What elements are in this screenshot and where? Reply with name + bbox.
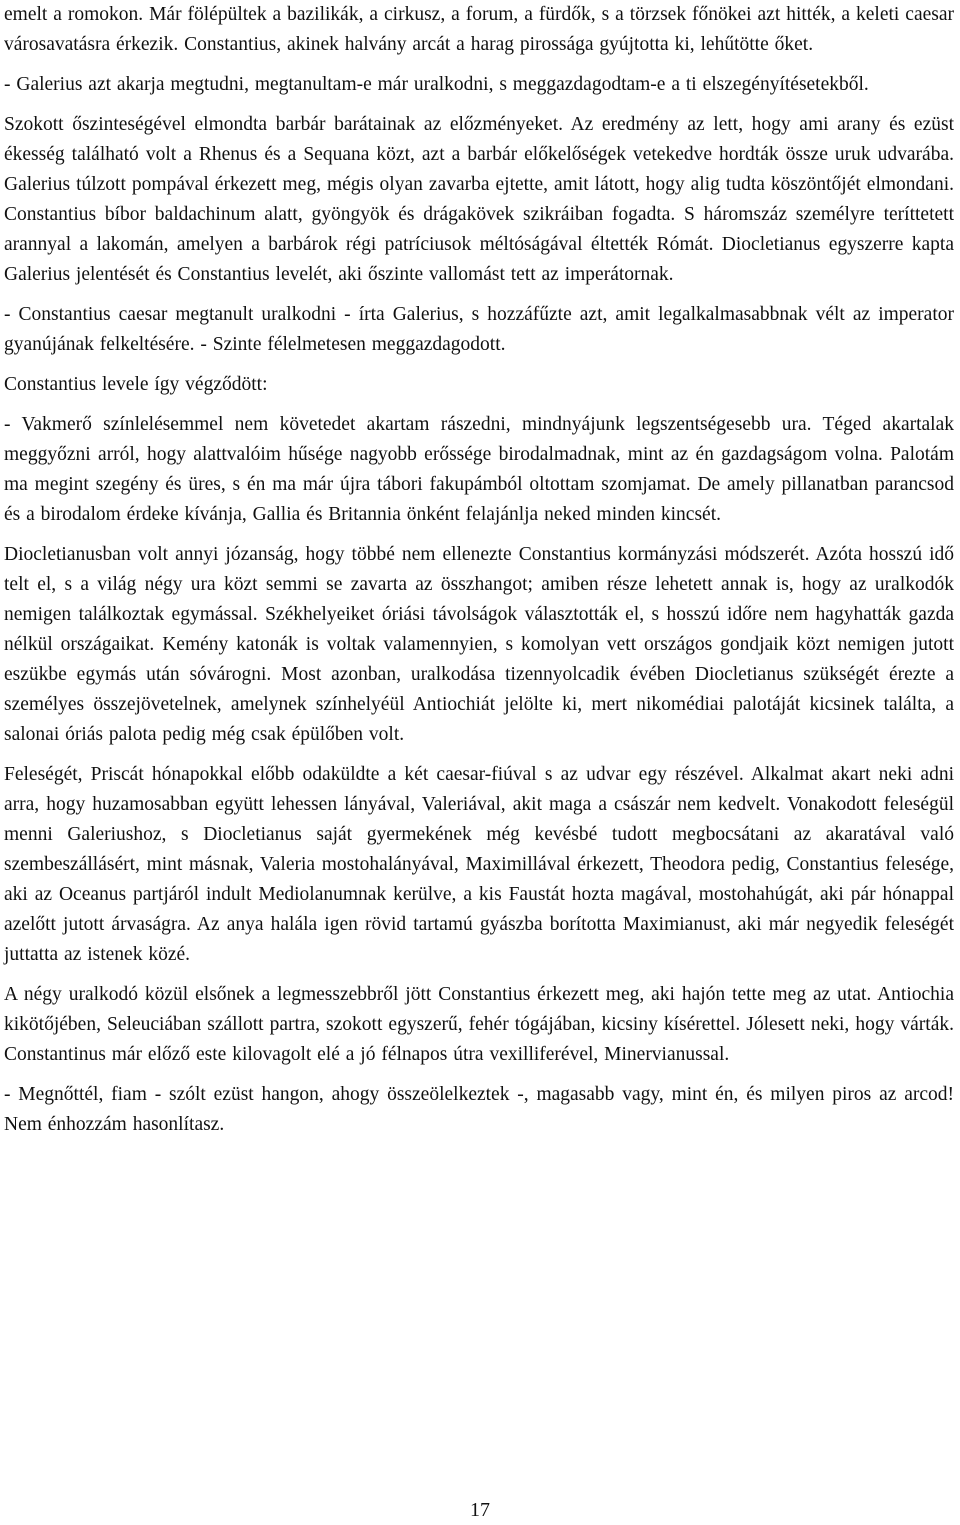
paragraph-6: - Vakmerő színlelésemmel nem követedet akartam rászedni, mindnyájunk legszentségesebb ura. Téged akartalak meggyőzni arról, hogy alattvalóim hűsége nagyobb erőssége birodalmadnak, mint az én gazdagságom volna. Palotám ma megint szegény és üres, s én ma már újra tábori fakupámból oltottam szomjamat. De amely pillanatban parancsod és a birodalom érdeke kívánja, Gallia és Britannia önként felajánlja neked minden kincsét. — [4, 414, 954, 525]
paragraph-10: - Megnőttél, fiam - szólt ezüst hangon, ahogy összeölelkeztek -, magasabb vagy, mint én, és milyen piros az arcod! Nem énhozzám hasonlítasz. — [4, 1084, 954, 1135]
paragraph-9: A négy uralkodó közül elsőnek a legmesszebbről jött Constantius érkezett meg, aki hajón tette meg az utat. Antiochia kikötőjében, Seleuciában szállott partra, szokott egyszerű, fehér tógájában, kicsiny kísérettel. Jólesett neki, hogy várták. Constantinus már előző este kilovagolt elé a jó félnapos útra vexilliferével, Minervianussal. — [4, 984, 954, 1065]
paragraph-2: - Galerius azt akarja megtudni, megtanultam-e már uralkodni, s meggazdagodtam-e a ti elszegényítésetekből. — [4, 74, 869, 95]
paragraph-5: Constantius levele így végződött: — [4, 374, 268, 395]
document-page — [4, 0, 954, 1150]
paragraph-1: emelt a romokon. Már fölépültek a bazilikák, a cirkusz, a forum, a fürdők, s a törzsek főnökei azt hitték, a keleti caesar városavatásra érkezik. Constantius, akinek halvány arcát a harag pirossága gyújtotta ki, lehűtötte őket. — [4, 4, 954, 55]
page-number: 17 — [470, 1499, 490, 1521]
paragraph-7: Diocletianusban volt annyi józanság, hogy többé nem ellenezte Constantius kormányzási módszerét. Azóta hosszú idő telt el, s a világ négy ura közt semmi se zavarta az összhangot; amiben része lehetett annak is, hogy az uralkodók nemigen találkoztak egymással. Székhelyeiket óriási távolságok választották el, s hosszú időre nem hagyhatták gazda nélkül országaikat. Kemény katonák is voltak valamennyien, s komolyan vett országos gondjaik közt nemigen jutott eszükbe egymás után sóvárogni. Most azonban, uralkodása tizennyolcadik évében Diocletianus szükségét érezte a személyes összejövetelnek, amelynek színhelyéül Antiochiát jelölte ki, mert nikomédiai palotáját kicsinek találta, a salonai óriás palota pedig még csak épülőben volt. — [4, 544, 954, 745]
paragraph-8: Feleségét, Priscát hónapokkal előbb odaküldte a két caesar-fiúval s az udvar egy részével. Alkalmat akart neki adni arra, hogy huzamosabban együtt lehessen lányával, Valeriával, akit maga a császár nem kedvelt. Vonakodott feleségül menni Galeriushoz, s Diocletianus saját gyermekének még kevésbé tudott megbocsátani az akaratával való szembeszállásért, mint másnak, Valeria mostohalányával, Maximillával érkezett, Theodora pedig, Constantius felesége, aki az Oceanus partjáról indult Mediolanumnak kerülve, a kis Faustát hozta magával, mostohahúgát, aki pár hónappal azelőtt jutott árvaságra. Az anya halála igen rövid tartamú gyászba borította Maximianust, aki már negyedik feleségét juttatta az istenek közé. — [4, 764, 954, 965]
paragraph-4: - Constantius caesar megtanult uralkodni - írta Galerius, s hozzáfűzte azt, amit legalkalmasabbnak vélt az imperator gyanújának felkeltésére. - Szinte félelmetesen meggazdagodott. — [4, 304, 954, 355]
paragraph-3: Szokott őszinteségével elmondta barbár barátainak az előzményeket. Az eredmény az lett, hogy ami arany és ezüst ékesség található volt a Rhenus és a Sequana közt, azt a barbár előkelőségek vetekedve hordták össze uruk udvarába. Galerius túlzott pompával érkezett meg, mégis olyan zavarba ejtette, amit látott, hogy alig tudta köszöntőjét elmondani. Constantius bíbor baldachinum alatt, gyöngyök és drágakövek szikráiban fogadta. S háromszáz személyre teríttetett arannyal a lakomán, amelyen a barbárok régi patríciusok méltóságával éltették Rómát. Diocletianus egyszerre kapta Galerius jelentését és Constantius levelét, aki őszinte vallomást tett az imperátornak. — [4, 114, 954, 285]
